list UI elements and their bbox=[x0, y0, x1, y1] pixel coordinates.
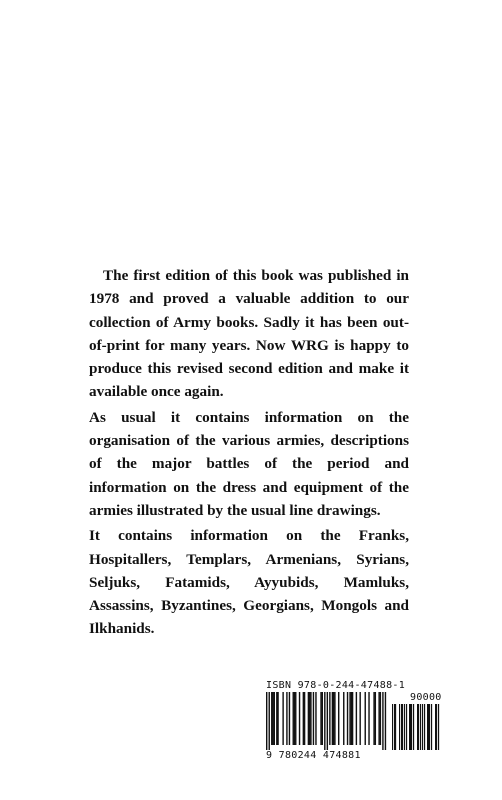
barcode-bar bbox=[274, 692, 275, 745]
blurb-paragraph-1: The first edition of this book was published in 1978 and proved a valuable addition to our collection of Army books. Sadly it has been out-of-print for many years. Now WRG is happy to produce this revised second edition and make it available once again. bbox=[89, 267, 409, 401]
addon-bar bbox=[409, 704, 410, 750]
addon-bar bbox=[410, 704, 411, 750]
barcode-bar bbox=[365, 692, 366, 745]
addon-bar bbox=[418, 704, 419, 750]
barcode-bar bbox=[271, 692, 272, 745]
addon-bar bbox=[404, 704, 405, 750]
addon-bar bbox=[417, 704, 418, 750]
barcode-bar bbox=[299, 692, 300, 745]
barcode-bar bbox=[327, 692, 328, 750]
barcode-bar bbox=[333, 692, 334, 745]
barcode-bar bbox=[272, 692, 273, 745]
barcode-bar bbox=[277, 692, 278, 745]
barcode-bar bbox=[266, 692, 267, 750]
barcode-bar bbox=[324, 692, 325, 750]
barcode-bar bbox=[338, 692, 339, 745]
addon-bar bbox=[411, 704, 412, 750]
barcode-bar bbox=[282, 692, 283, 745]
barcode-bar bbox=[375, 692, 376, 745]
ean-digits: 9 780244 474881 bbox=[266, 750, 361, 761]
barcode-bar bbox=[329, 692, 330, 745]
addon-bar bbox=[399, 704, 400, 750]
barcode-bar bbox=[313, 692, 314, 745]
addon-bar bbox=[392, 704, 393, 750]
addon-bar bbox=[438, 704, 439, 750]
barcode-bar bbox=[378, 692, 379, 745]
addon-bar bbox=[435, 704, 436, 750]
barcode-bar bbox=[359, 692, 360, 745]
addon-bar bbox=[436, 704, 437, 750]
barcode-bar bbox=[332, 692, 333, 745]
barcode-bar bbox=[304, 692, 305, 745]
barcode-bar bbox=[310, 692, 311, 745]
barcode-bar bbox=[349, 692, 350, 745]
barcode-bar bbox=[356, 692, 357, 745]
barcode-bar bbox=[294, 692, 295, 745]
addon-bar bbox=[420, 704, 421, 750]
addon-bar bbox=[413, 704, 414, 750]
barcode-bar bbox=[289, 692, 290, 745]
barcode-bar bbox=[343, 692, 344, 745]
addon-bar bbox=[406, 704, 407, 750]
blurb-text bbox=[89, 264, 409, 643]
addon-bar bbox=[394, 704, 395, 750]
addon-bar bbox=[422, 704, 423, 750]
barcode-bar bbox=[373, 692, 374, 745]
barcode-bar bbox=[322, 692, 323, 745]
barcode-bar bbox=[269, 692, 270, 750]
barcode-bar bbox=[308, 692, 309, 745]
barcode-bar bbox=[351, 692, 352, 745]
isbn-label: ISBN 978-0-244-47488-1 bbox=[266, 680, 406, 691]
barcode-bar bbox=[320, 692, 321, 745]
barcode-bar bbox=[347, 692, 348, 745]
barcode-bar bbox=[382, 692, 383, 750]
addon-bar bbox=[402, 704, 403, 750]
barcode-bar bbox=[380, 692, 381, 745]
barcode-bar bbox=[352, 692, 353, 745]
addon-bar bbox=[428, 704, 429, 750]
price-code-label: 90000 bbox=[410, 692, 442, 703]
barcode-bar bbox=[334, 692, 335, 745]
blurb-paragraph-2: As usual it contains information on the organisation of the various armies, descriptions of the major battles of the period and information on the dress and equipment of the armies illustrated by the usual line drawings. bbox=[89, 408, 409, 519]
blurb-paragraph-3: It contains information on the Franks, Hospitallers, Templars, Armenians, Syrians, Seljuks, Fatamids, Ayyubids, Mamluks, Assassins, Byzantines, Georgians, Mongols and Ilkhanids. bbox=[89, 527, 409, 638]
barcode-bar bbox=[286, 692, 287, 745]
barcode-bar bbox=[293, 692, 294, 745]
barcode-bar bbox=[276, 692, 277, 745]
addon-bar bbox=[427, 704, 428, 750]
addon-bar bbox=[431, 704, 432, 750]
barcode-bar bbox=[295, 692, 296, 745]
isbn-barcode bbox=[266, 680, 441, 770]
addon-bar bbox=[424, 704, 425, 750]
addon-bar bbox=[395, 704, 396, 750]
barcode-bar bbox=[303, 692, 304, 745]
barcode-bar bbox=[385, 692, 386, 750]
barcode-bar bbox=[368, 692, 369, 745]
addon-bar bbox=[429, 704, 430, 750]
addon-bar bbox=[401, 704, 402, 750]
barcode-bars bbox=[266, 692, 441, 750]
barcode-bar bbox=[315, 692, 316, 745]
barcode-bar bbox=[309, 692, 310, 745]
